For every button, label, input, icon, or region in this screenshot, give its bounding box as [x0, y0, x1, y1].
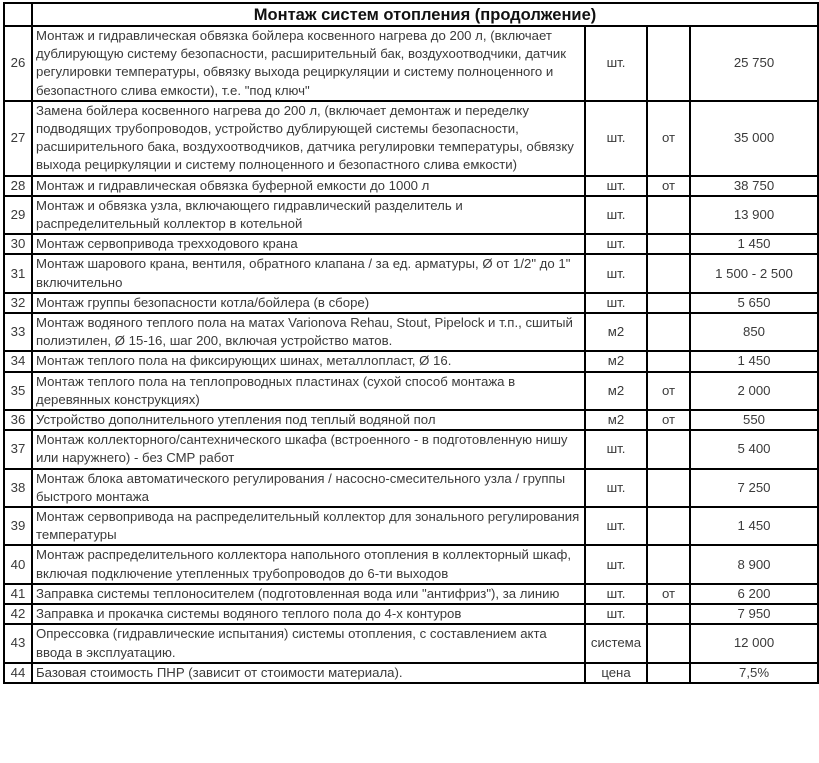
row-price: 1 500 - 2 500 [690, 254, 818, 292]
table-row [4, 663, 818, 683]
row-unit: шт. [585, 584, 647, 604]
row-unit: шт. [585, 26, 647, 101]
table-row [4, 507, 818, 545]
row-from [647, 545, 690, 583]
row-description: Монтаж теплого пола на фиксирующих шинах, металлопласт, Ø 16. [32, 351, 585, 371]
row-description: Монтаж водяного теплого пола на матах Varionova Rehau, Stout, Pipelock и т.п., сшитый полиэтилен, Ø 15-16, шаг 200, включая устройство матов. [32, 313, 585, 351]
row-unit: система [585, 624, 647, 662]
row-unit: м2 [585, 351, 647, 371]
row-from [647, 663, 690, 683]
row-from [647, 507, 690, 545]
row-description: Монтаж группы безопасности котла/бойлера (в сборе) [32, 293, 585, 313]
table-row [4, 430, 818, 468]
row-price: 7 250 [690, 469, 818, 507]
row-number: 36 [4, 410, 32, 430]
row-unit: шт. [585, 234, 647, 254]
row-number: 41 [4, 584, 32, 604]
row-unit: шт. [585, 507, 647, 545]
table-row [4, 410, 818, 430]
row-description: Монтаж и обвязка узла, включающего гидравлический разделитель и распределительный коллектор в котельной [32, 196, 585, 234]
row-price: 38 750 [690, 176, 818, 196]
row-unit: шт. [585, 101, 647, 176]
row-description: Монтаж и гидравлическая обвязка буферной емкости до 1000 л [32, 176, 585, 196]
row-description: Заправка системы теплоносителем (подготовленная вода или "антифриз"), за линию [32, 584, 585, 604]
row-price: 5 400 [690, 430, 818, 468]
title-blank-cell [4, 3, 32, 26]
row-number: 39 [4, 507, 32, 545]
table-row [4, 293, 818, 313]
table-row [4, 196, 818, 234]
row-from [647, 604, 690, 624]
row-number: 32 [4, 293, 32, 313]
table-title-row [4, 3, 818, 26]
table-title: Монтаж систем отопления (продолжение) [32, 3, 818, 26]
row-unit: м2 [585, 313, 647, 351]
row-description: Замена бойлера косвенного нагрева до 200 л, (включает демонтаж и переделку подводящих трубопроводов, устройство дублирующей системы безопасности, расширительного бака, воздухоотводчиков, датчика регулировки температуры, обвязку выхода рециркуляции и систему полноценного и безопастного слива емкости) [32, 101, 585, 176]
table-row [4, 26, 818, 101]
row-price: 35 000 [690, 101, 818, 176]
row-number: 26 [4, 26, 32, 101]
table-row [4, 604, 818, 624]
row-description: Монтаж коллекторного/сантехнического шкафа (встроенного - в подготовленную нишу или наружнего) - без СМР работ [32, 430, 585, 468]
row-price: 1 450 [690, 507, 818, 545]
row-number: 42 [4, 604, 32, 624]
table-row [4, 313, 818, 351]
table-row [4, 351, 818, 371]
row-number: 34 [4, 351, 32, 371]
row-price: 1 450 [690, 234, 818, 254]
table-row [4, 176, 818, 196]
price-table [3, 2, 819, 684]
row-number: 43 [4, 624, 32, 662]
row-price: 550 [690, 410, 818, 430]
table-row [4, 584, 818, 604]
row-number: 37 [4, 430, 32, 468]
row-unit: шт. [585, 254, 647, 292]
table-row [4, 254, 818, 292]
row-price: 12 000 [690, 624, 818, 662]
table-row [4, 545, 818, 583]
row-price: 2 000 [690, 372, 818, 410]
row-from [647, 196, 690, 234]
row-number: 33 [4, 313, 32, 351]
row-from: от [647, 372, 690, 410]
row-description: Устройство дополнительного утепления под теплый водяной пол [32, 410, 585, 430]
row-from [647, 26, 690, 101]
row-price: 6 200 [690, 584, 818, 604]
row-unit: шт. [585, 176, 647, 196]
row-from: от [647, 410, 690, 430]
row-price: 13 900 [690, 196, 818, 234]
row-from [647, 254, 690, 292]
row-unit: м2 [585, 410, 647, 430]
row-number: 44 [4, 663, 32, 683]
row-from: от [647, 584, 690, 604]
row-number: 29 [4, 196, 32, 234]
row-number: 40 [4, 545, 32, 583]
row-from [647, 469, 690, 507]
row-number: 38 [4, 469, 32, 507]
row-price: 8 900 [690, 545, 818, 583]
table-row [4, 624, 818, 662]
row-description: Монтаж сервопривода трехходового крана [32, 234, 585, 254]
row-from [647, 430, 690, 468]
row-unit: м2 [585, 372, 647, 410]
row-from [647, 234, 690, 254]
row-price: 7 950 [690, 604, 818, 624]
row-number: 31 [4, 254, 32, 292]
row-unit: шт. [585, 430, 647, 468]
row-description: Базовая стоимость ПНР (зависит от стоимости материала). [32, 663, 585, 683]
row-description: Монтаж распределительного коллектора напольного отопления в коллекторный шкаф, включая подключение утепленных трубопроводов до 6-ти выходов [32, 545, 585, 583]
row-number: 28 [4, 176, 32, 196]
table-row [4, 469, 818, 507]
row-from: от [647, 176, 690, 196]
row-description: Монтаж теплого пола на теплопроводных пластинах (сухой способ монтажа в деревянных конструкциях) [32, 372, 585, 410]
row-description: Опрессовка (гидравлические испытания) системы отопления, с составлением акта ввода в эксплуатацию. [32, 624, 585, 662]
row-price: 1 450 [690, 351, 818, 371]
row-unit: шт. [585, 196, 647, 234]
row-from [647, 624, 690, 662]
row-from [647, 351, 690, 371]
row-unit: шт. [585, 469, 647, 507]
row-description: Монтаж блока автоматического регулирования / насосно-смесительного узла / группы быстрого монтажа [32, 469, 585, 507]
row-description: Заправка и прокачка системы водяного теплого пола до 4-х контуров [32, 604, 585, 624]
table-row [4, 234, 818, 254]
row-unit: шт. [585, 604, 647, 624]
row-from [647, 293, 690, 313]
row-price: 25 750 [690, 26, 818, 101]
row-from [647, 313, 690, 351]
row-from: от [647, 101, 690, 176]
row-description: Монтаж и гидравлическая обвязка бойлера косвенного нагрева до 200 л, (включает дублирующую систему безопасности, расширительный бак, воздухоотводчики, датчик регулировки температуры, обвязку выхода рециркуляции и систему полноценного и безопастного слива емкости), т.е. "под ключ" [32, 26, 585, 101]
row-price: 7,5% [690, 663, 818, 683]
row-price: 850 [690, 313, 818, 351]
row-number: 35 [4, 372, 32, 410]
row-description: Монтаж сервопривода на распределительный коллектор для зонального регулирования температуры [32, 507, 585, 545]
row-description: Монтаж шарового крана, вентиля, обратного клапана / за ед. арматуры, Ø от 1/2" до 1" включительно [32, 254, 585, 292]
row-unit: цена [585, 663, 647, 683]
row-price: 5 650 [690, 293, 818, 313]
row-number: 27 [4, 101, 32, 176]
table-row [4, 372, 818, 410]
row-number: 30 [4, 234, 32, 254]
table-row [4, 101, 818, 176]
row-unit: шт. [585, 293, 647, 313]
row-unit: шт. [585, 545, 647, 583]
